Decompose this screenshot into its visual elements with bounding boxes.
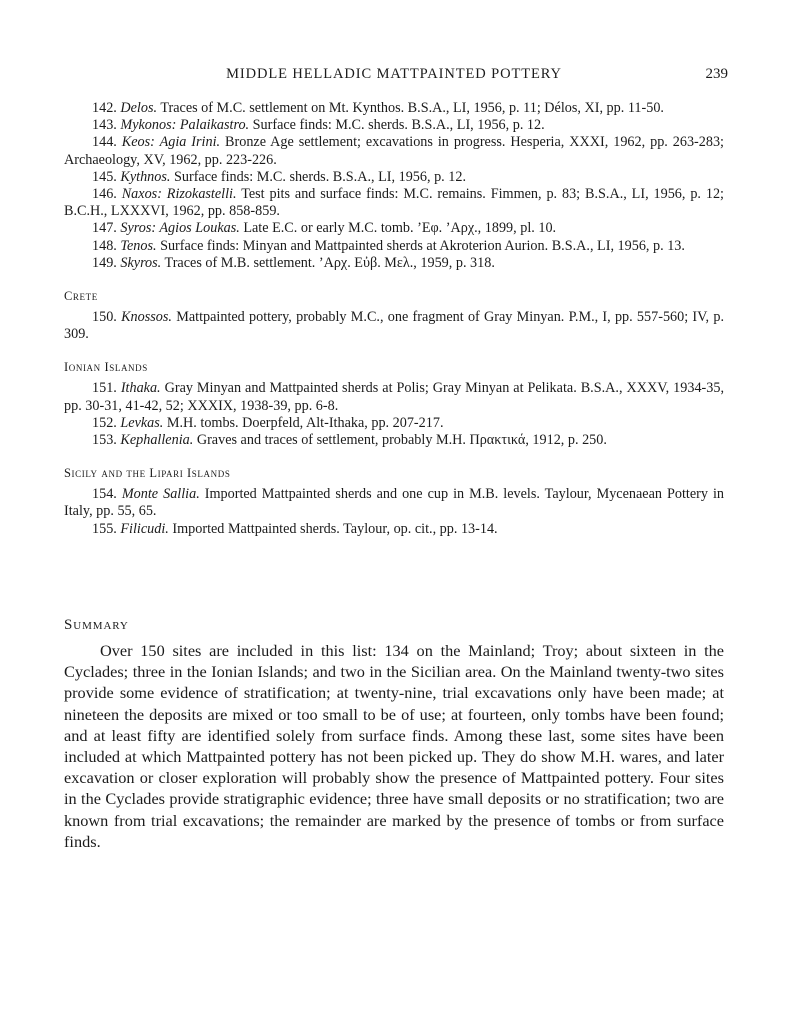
entry-text: Traces of M.B. settlement. ’Αρχ. Εὐβ. Μελ., 1959, p. 318. (164, 254, 495, 271)
entry-site: Ithaka. (120, 380, 161, 397)
entry-site: Monte Sallia. (121, 486, 200, 503)
site-entry (64, 432, 724, 449)
entry-number: 148. (92, 237, 117, 254)
entry-text: Surface finds: M.C. sherds. B.S.A., LI, 1956, p. 12. (252, 117, 545, 134)
site-entry (64, 134, 724, 168)
entry-number: 154. (92, 486, 117, 503)
entry-number: 143. (92, 117, 117, 134)
entry-text: Bronze Age settlement; excavations in progress. Hesperia, XXXI, 1962, pp. 263-283; Archaeology, XV, 1962, pp. 223-226. (64, 134, 725, 168)
entry-number: 150. (92, 309, 117, 326)
entry-text: Graves and traces of settlement, probably M.H. Πρακτικά, 1912, p. 250. (196, 432, 607, 449)
section-heading: Crete (64, 289, 98, 304)
entry-number: 149. (92, 254, 117, 271)
site-entry (64, 169, 724, 186)
entry-text: Imported Mattpainted sherds. Taylour, op. cit., pp. 13-14. (172, 520, 498, 537)
entry-site: Tenos. (120, 237, 157, 254)
running-title: MIDDLE HELLADIC MATTPAINTED POTTERY (226, 66, 562, 82)
entry-text: Imported Mattpainted sherds and one cup in M.B. levels. Taylour, Mycenaean Pottery in Italy, pp. 55, 65. (64, 486, 725, 520)
entry-number: 145. (92, 168, 117, 185)
site-entry (64, 415, 724, 432)
site-entry (64, 117, 724, 134)
site-entry (64, 220, 724, 237)
entry-text: Test pits and surface finds: M.C. remains. Fimmen, p. 83; B.S.A., LI, 1956, p. 12; B.C.H., LXXXVI, 1962, pp. 858-859. (64, 186, 724, 220)
entry-text: Mattpainted pottery, probably M.C., one fragment of Gray Minyan. P.M., I, pp. 557-560; IV, p. 309. (64, 309, 725, 343)
page-number: 239 (705, 66, 728, 82)
entry-site: Delos. (120, 100, 158, 116)
entry-number: 151. (92, 380, 117, 397)
entry-number: 147. (92, 220, 117, 237)
entry-site: Keos: Agia Irini. (121, 134, 221, 151)
entry-site: Naxos: Rizokastelli. (121, 186, 237, 203)
site-entry (64, 486, 724, 520)
site-list (64, 100, 724, 538)
entry-text: Surface finds: Minyan and Mattpainted sherds at Akroterion Aurion. B.S.A., LI, 1956, p. 13. (160, 237, 685, 254)
entry-text: M.H. tombs. Doerpfeld, Alt-Ithaka, pp. 207-217. (166, 414, 444, 431)
site-entry (64, 521, 724, 538)
site-entry (64, 238, 724, 255)
entry-number: 152. (92, 414, 117, 431)
entry-text: Traces of M.C. settlement on Mt. Kynthos. B.S.A., LI, 1956, p. 11; Délos, XI, pp. 11-50. (160, 100, 664, 116)
entry-site: Mykonos: Palaikastro. (120, 117, 250, 134)
entry-number: 146. (92, 186, 117, 203)
section-heading: Ionian Islands (64, 360, 148, 375)
entry-site: Kythnos. (120, 168, 171, 185)
entry-site: Syros: Agios Loukas. (120, 220, 240, 237)
section-heading: Sicily and the Lipari Islands (64, 466, 231, 481)
entry-text: Surface finds: M.C. sherds. B.S.A., LI, 1956, p. 12. (173, 168, 466, 185)
summary-heading: Summary (64, 617, 129, 633)
entry-site: Levkas. (120, 414, 164, 431)
entry-site: Filicudi. (120, 520, 169, 537)
entry-site: Kephallenia. (120, 432, 194, 449)
entry-number: 155. (92, 520, 117, 537)
entry-site: Knossos. (121, 309, 172, 326)
entry-number: 144. (92, 134, 117, 151)
site-entry (64, 309, 724, 343)
entry-number: 142. (92, 100, 117, 116)
site-entry (64, 186, 724, 220)
entry-number: 153. (92, 432, 117, 449)
entry-site: Skyros. (120, 254, 162, 271)
entry-text: Late E.C. or early M.C. tomb. ’Εφ. ’Αρχ., 1899, pl. 10. (243, 220, 557, 237)
entry-text: Gray Minyan and Mattpainted sherds at Polis; Gray Minyan at Pelikata. B.S.A., XXXV, 1934-35, pp. 30-31, 41-42, 52; XXXIX, 1938-39, pp. 6-8. (64, 380, 724, 414)
site-entry (64, 255, 724, 272)
running-head (60, 66, 728, 86)
site-entry (64, 380, 724, 414)
site-entry (64, 100, 724, 117)
summary-paragraph: Over 150 sites are included in this list: 134 on the Mainland; Troy; about sixteen in the Cyclades; three in the Ionian Islands; and two in the Sicilian area. On the Mainland twenty-two sites provide some evidence of stratification; at twenty-nine, trial excavations only have been made; at nineteen the deposits are mixed or too small to be of use; at fourteen, only tombs have been found; and at least fifty are identified solely from surface finds. Among these last, some sites have been included at which Mattpainted pottery has not been picked up. They do show M.H. wares, and later excavation or closer exploration will probably show the presence of Mattpainted pottery. Four sites in the Cyclades provide stratigraphic evidence; three have small deposits or no stratification; two are known from trial excavations; the remainder are marked by the presence of tombs or from surface finds. (64, 641, 724, 851)
